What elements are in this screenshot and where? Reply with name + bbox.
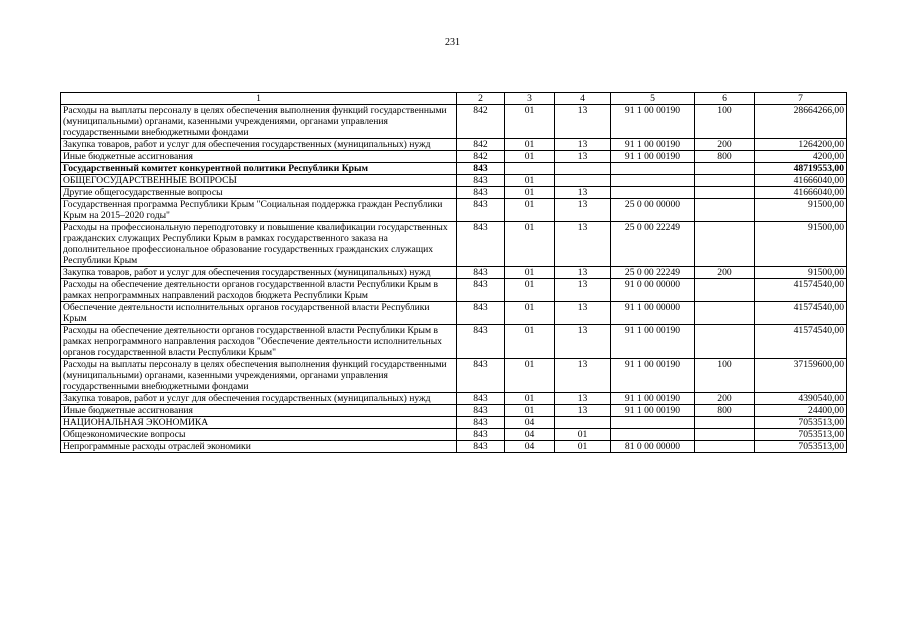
row-name-cell: Закупка товаров, работ и услуг для обеспечения государственных (муниципальных) нужд <box>61 139 457 151</box>
row-subsection-cell: 13 <box>555 199 611 222</box>
row-amount-cell: 37159600,00 <box>755 359 847 393</box>
table-row <box>61 302 847 325</box>
row-section-cell: 01 <box>505 325 555 359</box>
table-row <box>61 151 847 163</box>
header-cell-1: 1 <box>61 93 457 105</box>
row-type-cell <box>695 279 755 302</box>
row-amount-cell: 4390540,00 <box>755 393 847 405</box>
row-code-cell: 843 <box>457 429 505 441</box>
row-subsection-cell: 13 <box>555 151 611 163</box>
row-type-cell <box>695 199 755 222</box>
row-target-cell: 91 1 00 00190 <box>611 393 695 405</box>
table-row <box>61 417 847 429</box>
row-name-cell: Иные бюджетные ассигнования <box>61 405 457 417</box>
row-amount-cell: 24400,00 <box>755 405 847 417</box>
row-code-cell: 843 <box>457 325 505 359</box>
row-name-cell: Государственная программа Республики Крым "Социальная поддержка граждан Республики Крым на 2015–2020 годы" <box>61 199 457 222</box>
row-section-cell: 01 <box>505 359 555 393</box>
row-target-cell: 91 1 00 00190 <box>611 151 695 163</box>
row-code-cell: 843 <box>457 199 505 222</box>
row-name-cell: Расходы на профессиональную переподготовку и повышение квалификации государственных гражданских служащих Республики Крым в рамках государственного заказа на дополнительное профессиональное образование государственных гражданских служащих Республики Крым <box>61 222 457 267</box>
row-code-cell: 843 <box>457 267 505 279</box>
row-name-cell: Общеэкономические вопросы <box>61 429 457 441</box>
row-name-cell: НАЦИОНАЛЬНАЯ ЭКОНОМИКА <box>61 417 457 429</box>
row-code-cell: 843 <box>457 175 505 187</box>
row-target-cell: 91 0 00 00000 <box>611 279 695 302</box>
row-section-cell: 01 <box>505 175 555 187</box>
row-type-cell: 100 <box>695 105 755 139</box>
row-type-cell: 800 <box>695 151 755 163</box>
row-name-cell: Другие общегосударственные вопросы <box>61 187 457 199</box>
row-code-cell: 843 <box>457 417 505 429</box>
header-cell-4: 4 <box>555 93 611 105</box>
row-code-cell: 843 <box>457 359 505 393</box>
row-code-cell: 843 <box>457 279 505 302</box>
row-section-cell: 01 <box>505 187 555 199</box>
row-subsection-cell: 13 <box>555 267 611 279</box>
header-cell-6: 6 <box>695 93 755 105</box>
row-name-cell: Государственный комитет конкурентной политики Республики Крым <box>61 163 457 175</box>
row-subsection-cell: 13 <box>555 279 611 302</box>
row-type-cell: 200 <box>695 393 755 405</box>
row-type-cell <box>695 222 755 267</box>
row-section-cell: 01 <box>505 393 555 405</box>
table-row <box>61 267 847 279</box>
table-header-row <box>61 93 847 105</box>
row-type-cell <box>695 325 755 359</box>
row-type-cell <box>695 175 755 187</box>
row-code-cell: 843 <box>457 393 505 405</box>
row-target-cell: 91 1 00 00190 <box>611 405 695 417</box>
row-code-cell: 843 <box>457 187 505 199</box>
row-name-cell: Иные бюджетные ассигнования <box>61 151 457 163</box>
budget-table <box>60 92 847 453</box>
row-subsection-cell: 13 <box>555 105 611 139</box>
row-section-cell: 01 <box>505 222 555 267</box>
row-subsection-cell <box>555 175 611 187</box>
row-type-cell: 100 <box>695 359 755 393</box>
row-subsection-cell: 13 <box>555 393 611 405</box>
row-subsection-cell: 01 <box>555 441 611 453</box>
row-code-cell: 842 <box>457 151 505 163</box>
row-target-cell: 91 1 00 00190 <box>611 105 695 139</box>
row-section-cell: 01 <box>505 405 555 417</box>
row-section-cell: 01 <box>505 139 555 151</box>
row-amount-cell: 48719553,00 <box>755 163 847 175</box>
row-target-cell: 25 0 00 22249 <box>611 222 695 267</box>
row-name-cell: Расходы на обеспечение деятельности органов государственной власти Республики Крым в рамках непрограммного направления расходов "Обеспечение деятельности исполнительных органов государственной власти Республики Крым" <box>61 325 457 359</box>
row-section-cell: 04 <box>505 429 555 441</box>
table-row <box>61 441 847 453</box>
row-name-cell: Непрограммные расходы отраслей экономики <box>61 441 457 453</box>
row-target-cell: 91 1 00 00190 <box>611 139 695 151</box>
table-row <box>61 429 847 441</box>
row-section-cell <box>505 163 555 175</box>
row-type-cell <box>695 163 755 175</box>
row-target-cell <box>611 417 695 429</box>
row-code-cell: 842 <box>457 105 505 139</box>
row-section-cell: 04 <box>505 417 555 429</box>
row-name-cell: Закупка товаров, работ и услуг для обеспечения государственных (муниципальных) нужд <box>61 393 457 405</box>
row-type-cell <box>695 187 755 199</box>
row-name-cell: Расходы на выплаты персоналу в целях обеспечения выполнения функций государственными (муниципальными) органами, казенными учреждениями, органами управления государственными внебюджетными фондами <box>61 359 457 393</box>
row-code-cell: 843 <box>457 441 505 453</box>
row-subsection-cell: 13 <box>555 139 611 151</box>
header-cell-3: 3 <box>505 93 555 105</box>
row-name-cell: Расходы на выплаты персоналу в целях обеспечения выполнения функций государственными (муниципальными) органами, казенными учреждениями, органами управления государственными внебюджетными фондами <box>61 105 457 139</box>
row-name-cell: ОБЩЕГОСУДАРСТВЕННЫЕ ВОПРОСЫ <box>61 175 457 187</box>
row-amount-cell: 41574540,00 <box>755 279 847 302</box>
row-amount-cell: 41666040,00 <box>755 175 847 187</box>
row-target-cell: 81 0 00 00000 <box>611 441 695 453</box>
table-row <box>61 279 847 302</box>
row-target-cell <box>611 187 695 199</box>
table-row <box>61 222 847 267</box>
row-subsection-cell: 13 <box>555 187 611 199</box>
page-number: 231 <box>445 37 460 48</box>
row-code-cell: 842 <box>457 139 505 151</box>
row-section-cell: 01 <box>505 302 555 325</box>
row-amount-cell: 41666040,00 <box>755 187 847 199</box>
row-amount-cell: 91500,00 <box>755 199 847 222</box>
row-subsection-cell: 13 <box>555 302 611 325</box>
row-amount-cell: 7053513,00 <box>755 441 847 453</box>
table-row <box>61 405 847 417</box>
header-cell-5: 5 <box>611 93 695 105</box>
row-subsection-cell: 01 <box>555 429 611 441</box>
row-code-cell: 843 <box>457 405 505 417</box>
table-row <box>61 359 847 393</box>
row-amount-cell: 28664266,00 <box>755 105 847 139</box>
table-row <box>61 199 847 222</box>
row-type-cell <box>695 441 755 453</box>
row-subsection-cell: 13 <box>555 405 611 417</box>
row-name-cell: Закупка товаров, работ и услуг для обеспечения государственных (муниципальных) нужд <box>61 267 457 279</box>
row-section-cell: 01 <box>505 151 555 163</box>
row-type-cell: 200 <box>695 139 755 151</box>
row-target-cell: 91 1 00 00000 <box>611 302 695 325</box>
row-target-cell <box>611 175 695 187</box>
row-subsection-cell <box>555 417 611 429</box>
table-row <box>61 325 847 359</box>
row-code-cell: 843 <box>457 302 505 325</box>
row-section-cell: 01 <box>505 279 555 302</box>
row-type-cell <box>695 429 755 441</box>
row-code-cell: 843 <box>457 222 505 267</box>
row-amount-cell: 4200,00 <box>755 151 847 163</box>
row-name-cell: Расходы на обеспечение деятельности органов государственной власти Республики Крым в рамках непрограммных направлений расходов бюджета Республики Крым <box>61 279 457 302</box>
row-amount-cell: 41574540,00 <box>755 302 847 325</box>
row-amount-cell: 7053513,00 <box>755 429 847 441</box>
table-row <box>61 175 847 187</box>
row-amount-cell: 7053513,00 <box>755 417 847 429</box>
row-section-cell: 01 <box>505 267 555 279</box>
row-target-cell: 91 1 00 00190 <box>611 325 695 359</box>
row-subsection-cell <box>555 163 611 175</box>
row-section-cell: 01 <box>505 105 555 139</box>
row-target-cell: 91 1 00 00190 <box>611 359 695 393</box>
row-subsection-cell: 13 <box>555 325 611 359</box>
table-row <box>61 105 847 139</box>
row-amount-cell: 91500,00 <box>755 222 847 267</box>
row-type-cell <box>695 302 755 325</box>
header-cell-7: 7 <box>755 93 847 105</box>
table-row <box>61 163 847 175</box>
row-subsection-cell: 13 <box>555 222 611 267</box>
row-target-cell: 25 0 00 00000 <box>611 199 695 222</box>
row-target-cell: 25 0 00 22249 <box>611 267 695 279</box>
table-row <box>61 187 847 199</box>
row-amount-cell: 41574540,00 <box>755 325 847 359</box>
row-section-cell: 04 <box>505 441 555 453</box>
row-type-cell: 200 <box>695 267 755 279</box>
row-target-cell <box>611 163 695 175</box>
row-name-cell: Обеспечение деятельности исполнительных органов государственной власти Республики Крым <box>61 302 457 325</box>
row-amount-cell: 91500,00 <box>755 267 847 279</box>
row-amount-cell: 1264200,00 <box>755 139 847 151</box>
row-code-cell: 843 <box>457 163 505 175</box>
row-type-cell <box>695 417 755 429</box>
row-subsection-cell: 13 <box>555 359 611 393</box>
row-section-cell: 01 <box>505 199 555 222</box>
table-row <box>61 139 847 151</box>
header-cell-2: 2 <box>457 93 505 105</box>
table-row <box>61 393 847 405</box>
row-type-cell: 800 <box>695 405 755 417</box>
row-target-cell <box>611 429 695 441</box>
